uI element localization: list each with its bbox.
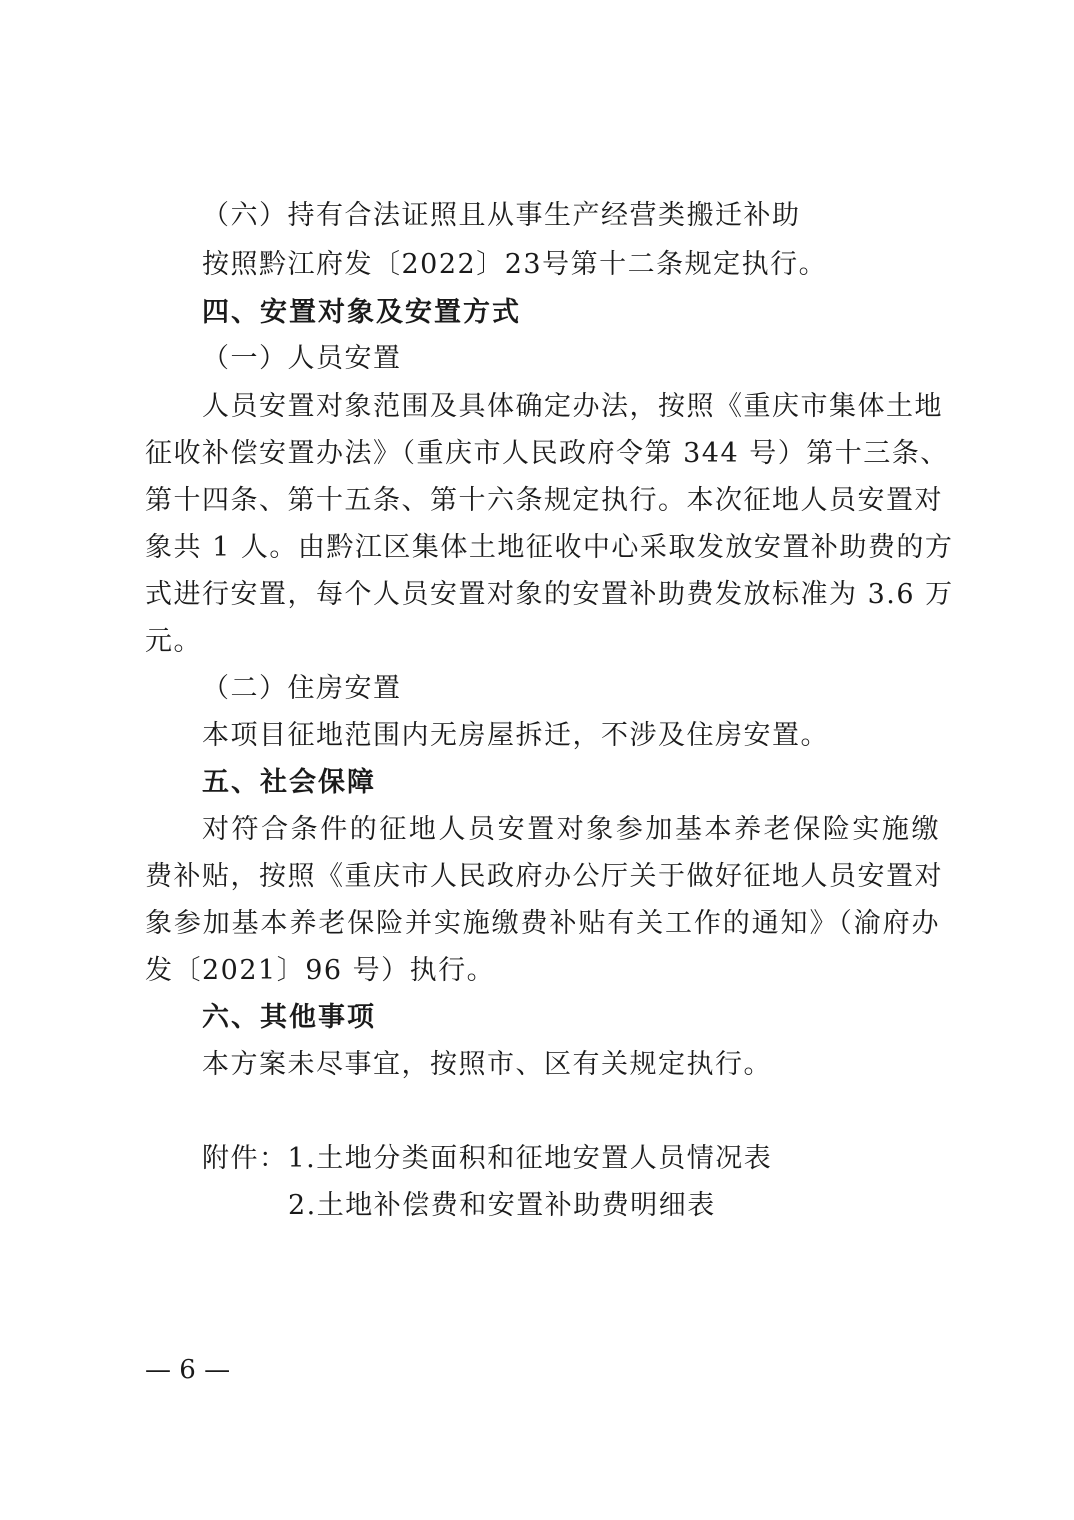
personnel-paragraph-line: 征收补偿安置办法》（重庆市人民政府令第 344 号）第十三条、 bbox=[145, 438, 949, 469]
personnel-paragraph-line: 元。 bbox=[145, 626, 202, 657]
section-six-heading: 六、其他事项 bbox=[202, 1002, 376, 1033]
section-6-heading: （六）持有合法证照且从事生产经营类搬迁补助 bbox=[202, 200, 801, 231]
personnel-paragraph-line: 式进行安置，每个人员安置对象的安置补助费发放标准为 3.6 万 bbox=[145, 579, 954, 610]
social-security-paragraph-line: 对符合条件的征地人员安置对象参加基本养老保险实施缴 bbox=[202, 814, 940, 845]
subsection-housing-heading: （二）住房安置 bbox=[202, 673, 402, 704]
personnel-paragraph-line: 象共 1 人。由黔江区集体土地征收中心采取发放安置补助费的方 bbox=[145, 532, 954, 563]
section-6-body: 按照黔江府发〔2022〕23号第十二条规定执行。 bbox=[202, 249, 828, 280]
housing-paragraph: 本项目征地范围内无房屋拆迁，不涉及住房安置。 bbox=[202, 720, 829, 751]
section-four-heading: 四、安置对象及安置方式 bbox=[202, 297, 521, 328]
page-number: — 6 — bbox=[145, 1355, 231, 1385]
personnel-paragraph-line: 人员安置对象范围及具体确定办法，按照《重庆市集体土地 bbox=[202, 391, 943, 422]
social-security-paragraph-line: 发〔2021〕96 号）执行。 bbox=[145, 955, 496, 986]
social-security-paragraph-line: 象参加基本养老保险并实施缴费补贴有关工作的通知》（渝府办 bbox=[145, 908, 940, 939]
personnel-paragraph-line: 第十四条、第十五条、第十六条规定执行。本次征地人员安置对 bbox=[145, 485, 943, 516]
other-matters-paragraph: 本方案未尽事宜，按照市、区有关规定执行。 bbox=[202, 1049, 772, 1080]
subsection-personnel-heading: （一）人员安置 bbox=[202, 343, 402, 374]
section-five-heading: 五、社会保障 bbox=[202, 767, 376, 798]
attachment-item-2: 2.土地补偿费和安置补助费明细表 bbox=[288, 1190, 716, 1221]
attachment-item-1: 附件：1.土地分类面积和征地安置人员情况表 bbox=[202, 1143, 773, 1174]
social-security-paragraph-line: 费补贴，按照《重庆市人民政府办公厅关于做好征地人员安置对 bbox=[145, 861, 943, 892]
